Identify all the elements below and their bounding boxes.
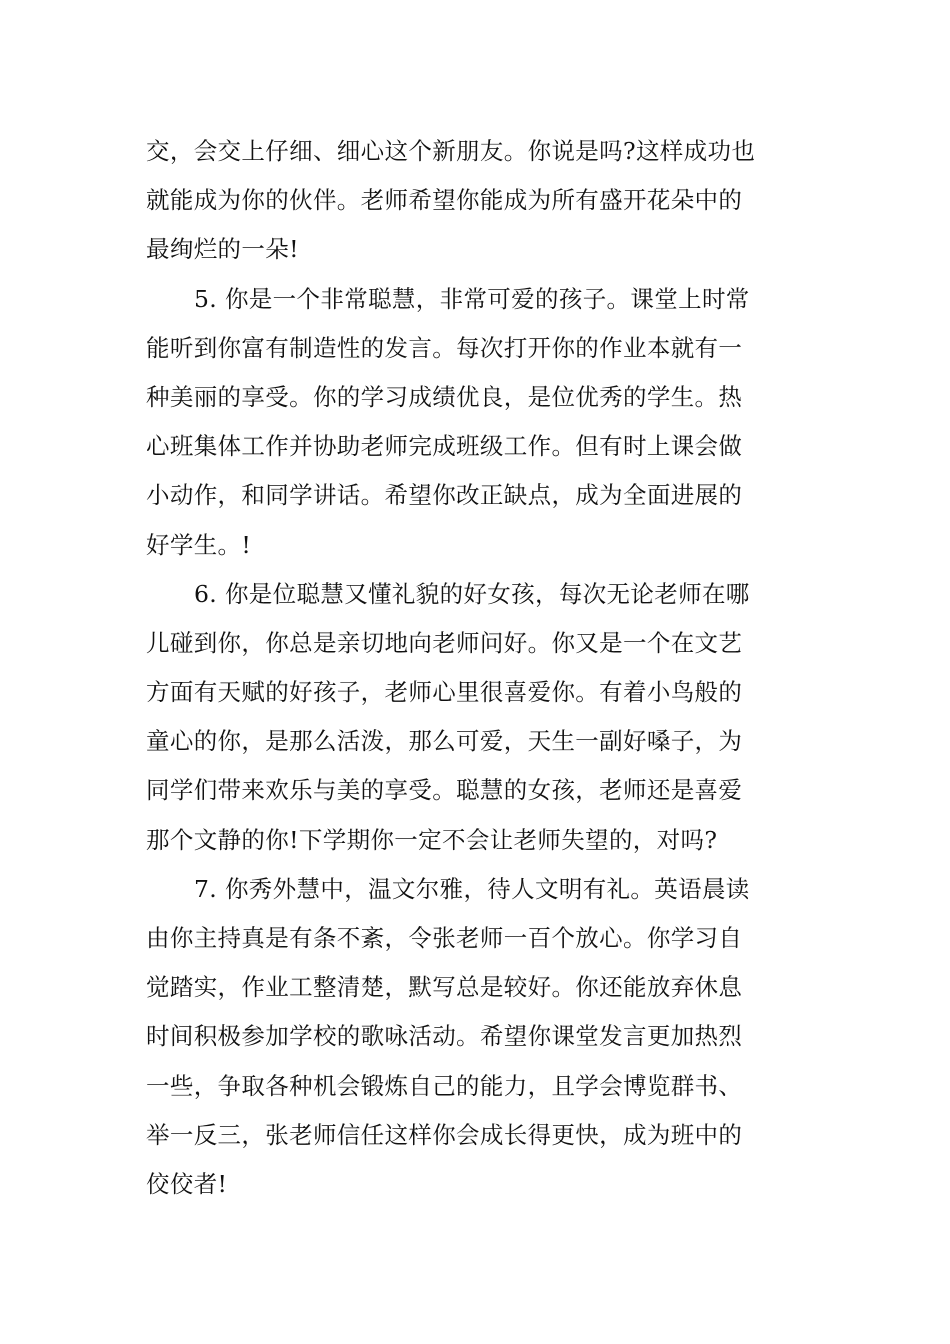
- text-line: 儿碰到你，你总是亲切地向老师问好。你又是一个在文艺: [146, 628, 743, 657]
- document-body: [146, 127, 810, 1209]
- text-line: 心班集体工作并协助老师完成班级工作。但有时上课会做: [146, 432, 743, 461]
- text-line: 由你主持真是有条不紊，令张老师一百个放心。你学习自: [146, 924, 743, 952]
- paragraph-7-first-line: 7. 你秀外慧中，温文尔雅，待人文明有礼。英语晨读: [194, 874, 750, 903]
- text-line: 种美丽的享受。你的学习成绩优良，是位优秀的学生。热: [146, 382, 743, 411]
- text-line: 小动作，和同学讲话。希望你改正缺点，成为全面进展的: [146, 481, 743, 510]
- text-line: 最绚烂的一朵!: [146, 235, 299, 264]
- text-line: 觉踏实，作业工整清楚，默写总是较好。你还能放弃休息: [146, 973, 743, 1002]
- text-line: 能听到你富有制造性的发言。每次打开你的作业本就有一: [146, 333, 743, 362]
- text-line: 好学生。!: [146, 530, 252, 559]
- text-line: 童心的你，是那么活泼，那么可爱，天生一副好嗓子，为: [146, 727, 743, 756]
- text-line: 就能成为你的伙伴。老师希望你能成为所有盛开花朵中的: [146, 186, 743, 215]
- text-line: 时间积极参加学校的歌咏活动。希望你课堂发言更加热烈: [146, 1022, 743, 1051]
- text-line: 同学们带来欢乐与美的享受。聪慧的女孩，老师还是喜爱: [146, 776, 743, 805]
- paragraph-6-first-line: 6. 你是位聪慧又懂礼貌的好女孩，每次无论老师在哪: [194, 579, 750, 608]
- text-line: 佼佼者!: [146, 1169, 228, 1198]
- paragraph-5-first-line: 5. 你是一个非常聪慧，非常可爱的孩子。课堂上时常: [194, 284, 750, 313]
- text-line: 方面有天赋的好孩子，老师心里很喜爱你。有着小鸟般的: [146, 678, 743, 707]
- text-line: 那个文静的你!下学期你一定不会让老师失望的，对吗?: [146, 825, 718, 854]
- text-line: 一些，争取各种机会锻炼自己的能力，且学会博览群书、: [146, 1071, 743, 1100]
- text-line: 交，会交上仔细、细心这个新朋友。你说是吗?这样成功也: [146, 137, 756, 165]
- text-line: 举一反三，张老师信任这样你会成长得更快，成为班中的: [146, 1120, 743, 1149]
